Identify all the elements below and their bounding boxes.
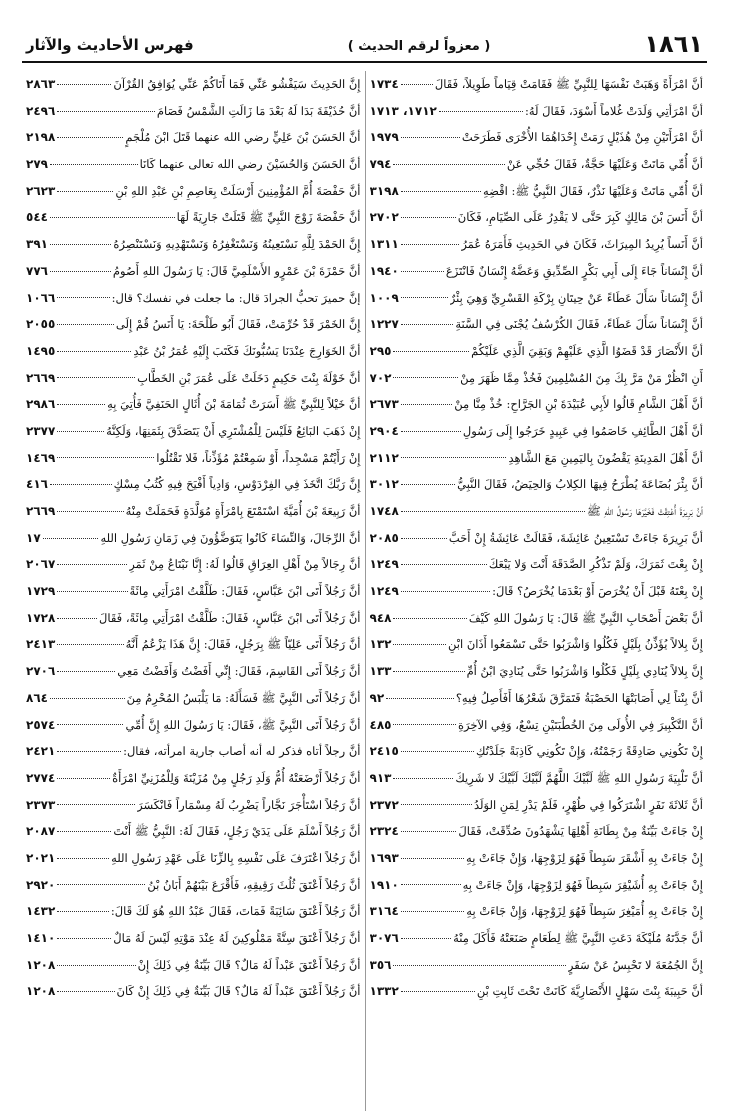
entry-text: أنَّ رَجُلاً أَتَى القَاسِمَ، فَقَالَ: إِنِّي أَفَضْتُ وَأَفَضْتُ مَعِي xyxy=(117,664,361,679)
entry-text: أنَّ أَهْلَ المَدِينَةِ يَقْضُونَ بِاليَمِينِ مَعَ الشَّاهِدِ xyxy=(508,450,703,465)
entry-text: أنَّ رَجُلاً أَعْتَقَ عَبْداً لَهُ مَالٌ؟ قَالَ بَيِّنَةٌ فِي ذَلِكَ إِنْ xyxy=(137,957,361,972)
dot-leader xyxy=(401,244,460,245)
entry-reference-number: ٢٩٠٤ xyxy=(369,423,399,438)
entry-text: أنَّ التَّكْبِيرَ فِي الأُولَى مِنَ الخُطْبَتَيْنِ تِسْعٌ، وَفِي الآخِرَةِ xyxy=(458,717,703,732)
index-entry xyxy=(370,525,704,552)
entry-reference-number: ٢٧٧٤ xyxy=(26,770,56,785)
entry-reference-number: ٢٤٢١ xyxy=(26,744,56,759)
entry-text: أنَّ رِجَالاً مِنْ أَهْلِ العِرَاقِ قَالُوا لَهُ: إِنَّا نَبْتَاعُ مِنْ ثَمَرِ xyxy=(129,557,361,572)
entry-text: إِنَّ الحَمْدَ لِلَّهِ نَسْتَعِينُهُ وَنَسْتَغْفِرُهُ وَنَسْتَهْدِيهِ وَنَسْتَنْصِرُهُ xyxy=(113,237,361,252)
entry-reference-number: ٢٦٢٣ xyxy=(26,183,56,198)
dot-leader xyxy=(57,911,109,912)
entry-text: أنَّ خَوْلَةَ بِنْتَ حَكِيمٍ دَخَلَتْ عَلَى عُمَرَ بْنِ الخَطَّابِ xyxy=(137,370,361,385)
index-entry xyxy=(26,658,361,685)
index-entry xyxy=(370,765,704,792)
entry-reference-number: ٢٧٩ xyxy=(26,157,48,172)
entry-reference-number: ٢٥٧٤ xyxy=(26,717,56,732)
index-entry xyxy=(370,978,704,1005)
entry-reference-number: ١٧ xyxy=(26,530,41,545)
index-entry xyxy=(26,712,361,739)
dot-leader xyxy=(393,377,458,378)
entry-text: إِنَّ الجُمُعَةَ لا تَحْبِسُ عَنْ سَفَرٍ xyxy=(567,957,703,972)
index-entry xyxy=(26,818,361,845)
index-entry xyxy=(370,204,704,231)
entry-text: أنَّ إِنْسَاناً سَأَلَ عَطَاءً عَنْ حِيتَانِ بِرْكَةِ القَسْرِيِّ وَهِيَ بِئْرٌ xyxy=(449,290,703,305)
dot-leader xyxy=(401,84,433,85)
index-entry xyxy=(370,418,704,445)
index-entry xyxy=(26,285,361,312)
dot-leader xyxy=(393,778,453,779)
index-entry xyxy=(370,311,704,338)
index-entry xyxy=(26,124,361,151)
page-number: ١٨٦١ xyxy=(644,30,703,58)
entry-text: إِنَّ الحَدِيثَ سَيَفْشُو عَنِّي فَمَا أَتَاكُمْ عَنِّي يُوَافِقُ القُرْآنَ xyxy=(113,77,361,91)
entry-reference-number: ١٧١٢، ١٧١٣ xyxy=(369,103,437,118)
dot-leader xyxy=(57,84,111,85)
dot-leader xyxy=(57,778,110,779)
entry-reference-number: ٢٧٠٦ xyxy=(26,664,56,679)
index-entry xyxy=(370,952,704,979)
entry-reference-number: ١٤٦٩ xyxy=(26,450,56,465)
entry-reference-number: ١٢٠٨ xyxy=(26,984,56,999)
entry-reference-number: ١٣٣ xyxy=(369,664,392,679)
entry-text: إِنَّ رَبَّكَ اتَّخَذَ فِي الفِرْدَوْسِ، وَادِياً أَفْيَحَ فِيهِ كُثُبُ مِسْكٍ xyxy=(113,477,361,492)
entry-reference-number: ٢٣٢٤ xyxy=(369,824,399,839)
entry-reference-number: ٢٤٩٦ xyxy=(26,103,56,118)
index-entry xyxy=(26,578,361,605)
dot-leader xyxy=(57,431,104,432)
entry-reference-number: ١٣١١ xyxy=(369,237,399,252)
entry-reference-number: ١٩٤٠ xyxy=(369,263,399,278)
entry-text: أنَّ الأَنْصَارَ قَدْ قَضَوُا الَّذِي عَلَيْهِمْ وَبَقِيَ الَّذِي عَلَيْكُمْ xyxy=(471,343,703,358)
entry-text: أنَّ رَجُلاً اسْتَأْجَرَ نَجَّاراً يَضْرِبُ لَهُ مِسْمَاراً فَانْكَسَرَ xyxy=(137,797,361,812)
entry-text: أنَّ ثَلاثَةَ نَفَرٍ اشْتَرَكُوا فِي طُهْرٍ، فَلَمْ يَدْرِ لِمَنِ الوَلَدُ xyxy=(473,797,703,812)
entry-text: إِنْ جَاءَتْ بِهِ أَشْقَرَ سَبِطاً فَهُوَ لِزَوْجِهَا، وَإِنْ جَاءَتْ بِهِ xyxy=(466,850,703,865)
entry-text: أنَّ رجلاً أتاه فذكر له أنه أصاب جارية امرأته، فقال: xyxy=(123,744,361,759)
entry-reference-number: ١٢٤٩ xyxy=(369,584,399,599)
index-entry xyxy=(26,445,361,472)
entry-text: أنَّ أَنَساً يُرِيدُ المِيرَاثَ، فَكَانَ في الحَدِيثِ فَأَمَرَهُ عُمَرُ xyxy=(461,237,703,252)
entry-text: إِنَّ بِلالاً يُنَادِي بِلَيْلٍ فَكُلُوا وَاشْرَبُوا حَتَّى يُنَادِيَ ابْنُ أُمِّ xyxy=(466,664,703,679)
entry-reference-number: ١٠٠٩ xyxy=(369,290,399,305)
index-entry xyxy=(26,498,361,525)
dot-leader xyxy=(401,484,455,485)
index-entry xyxy=(26,765,361,792)
dot-leader xyxy=(50,698,125,699)
entry-reference-number: ١٩١٠ xyxy=(369,877,399,892)
entry-text: أنَّ الحَسَنَ بْنَ عَلِيٍّ رضي الله عنهما قَتَلَ ابْنَ مُلْجَمٍ xyxy=(125,130,361,145)
index-entry xyxy=(370,898,704,925)
dot-leader xyxy=(57,804,135,805)
index-entry xyxy=(370,738,704,765)
dot-leader xyxy=(57,831,111,832)
index-entry xyxy=(26,258,361,285)
entry-text: إِنَّ بِلالاً يُؤَذِّنُ بِلَيْلٍ فَكُلُوا وَاشْرَبُوا حَتَّى تَسْمَعُوا أَذَانَ ابْنِ xyxy=(448,637,703,652)
index-entry xyxy=(370,98,704,125)
dot-leader xyxy=(57,671,115,672)
index-entry xyxy=(26,178,361,205)
dot-leader xyxy=(401,991,475,992)
entry-reference-number: ١٧٢٩ xyxy=(26,584,56,599)
entry-text: أنَّ رَجُلاً أَتَى النَّبِيَّ ﷺ فَسَأَلَهُ: مَا يَلْبَسُ المُحْرِمُ مِنَ xyxy=(126,690,361,705)
dot-leader xyxy=(401,191,481,192)
dot-leader xyxy=(50,244,111,245)
entry-reference-number: ٨٦٤ xyxy=(26,690,48,705)
entry-text: أنَّ بَرِيرَةَ أُعْتِقَتْ فَخَيَّرَهَا رَسُولُ اللهِ ﷺ xyxy=(587,504,703,518)
entry-text: أنَّ أَهْلَ الطَّائِفِ خَاصَمُوا فِي عَبِيدٍ خَرَجُوا إِلَى رَسُولِ xyxy=(462,423,703,438)
index-entry xyxy=(26,792,361,819)
entry-text: أنَّ رَجُلاً أَتَى ابْنَ عَبَّاسٍ، فَقَالَ: طَلَّقْتُ امْرَأَتِي مِائَةً، فَقَالَ xyxy=(99,610,361,625)
index-columns xyxy=(22,71,707,1111)
dot-leader xyxy=(57,965,135,966)
dot-leader xyxy=(401,217,456,218)
index-entry xyxy=(370,498,704,525)
entry-text: أنَّ رَجُلاً أَعْتَقَ سَائِبَةً فَمَاتَ، فَقَالَ عَبْدُ اللهِ هُوَ لَكَ قَالَ: xyxy=(110,904,361,919)
dot-leader xyxy=(57,457,154,458)
entry-text: أنَّ امْرَأتِي وَلَدَتْ غُلاماً أَسْوَدَ، فَقَالَ لَهُ: xyxy=(524,103,703,118)
dot-leader xyxy=(401,431,461,432)
index-entry xyxy=(370,872,704,899)
entry-reference-number: ٢٤١٣ xyxy=(26,637,56,652)
entry-text: إِنْ جَاءَتْ بِهِ أُشَيْقِرَ سَبِطاً فَهُوَ لِزَوْجِهَا، وَإِنْ جَاءَتْ بِهِ xyxy=(462,877,703,892)
dot-leader xyxy=(43,538,99,539)
entry-text: أنَّ رَبِيعَةَ بْنَ أُمَيَّةَ اسْتَمْتَعَ بِامْرَأَةٍ مُوَلَّدَةٍ فَحَمَلَتْ مِنْهُ xyxy=(125,504,361,518)
entry-text: إِنْ بِعْتَهُ قَبْلَ أَنْ يُخْرَصَ أَوْ بَعْدَمَا يُخْرَصُ؟ قَالَ: xyxy=(492,584,703,599)
dot-leader xyxy=(401,324,454,325)
entry-reference-number: ١٦٩٣ xyxy=(369,850,399,865)
entry-reference-number: ٣٩١ xyxy=(26,237,48,252)
index-entry xyxy=(370,178,704,205)
index-entry xyxy=(26,71,361,98)
index-entry xyxy=(370,285,704,312)
dot-leader xyxy=(401,911,465,912)
entry-text: إِنَّ الخَمْرَ قَدْ حُرِّمَتْ، فَقَالَ أَبُو طَلْحَةَ: يَا أَنَسُ قُمْ إِلَى xyxy=(115,317,361,332)
entry-text: أنَّ حَمْزَةَ بْنَ عَمْرٍو الأَسْلَمِيَّ قَالَ: يَا رَسُولَ اللهِ أَصُومُ xyxy=(112,263,361,278)
index-entry xyxy=(26,738,361,765)
dot-leader xyxy=(393,351,469,352)
index-entry xyxy=(370,551,704,578)
index-entry xyxy=(26,311,361,338)
index-entry xyxy=(370,605,704,632)
entry-text: أنَّ تَلْبِيَةَ رَسُولِ اللهِ ﷺ لَبَّيْكَ اللَّهُمَّ لَبَّيْكَ لَبَّيْكَ لا شَرِيكَ xyxy=(455,770,703,785)
entry-reference-number: ٢٣٧٣ xyxy=(26,797,56,812)
entry-reference-number: ١٧٣٤ xyxy=(369,77,399,91)
entry-text: أنَّ الحَسَنَ وَالحُسَيْنَ رضي الله تعالى عنهما كَانَا xyxy=(139,157,361,172)
dot-leader xyxy=(50,271,111,272)
entry-reference-number: ١٣٣٢ xyxy=(369,984,399,999)
entry-reference-number: ٢٠٢١ xyxy=(26,850,56,865)
left-column xyxy=(22,71,365,1111)
entry-text: أنَّ الرِّجَالَ، وَالنِّسَاءَ كَانُوا يَتَوَضَّؤُونَ فِي زَمَانِ رَسُولِ اللهِ xyxy=(100,530,361,545)
index-entry xyxy=(26,231,361,258)
dot-leader xyxy=(401,404,452,405)
entry-text: أنَّ رَجُلاً أَتَى عَلِيّاً ﷺ بِرَجُلٍ، فَقَالَ: إِنَّ هَذَا يَزْعُمُ أَنَّهُ xyxy=(125,637,361,652)
entry-text: أنَّ حُذَيْفَةَ بَدَا لَهُ بَعْدَ مَا زَالَتِ الشَّمْسُ فَصَامَ xyxy=(156,103,361,118)
dot-leader xyxy=(386,698,454,699)
entry-text: أنَّ رَجُلاً اعْتَرَفَ عَلَى نَفْسِهِ بِالزِّنَا عَلَى عَهْدِ رَسُولِ اللهِ xyxy=(111,850,361,865)
entry-text: أنَّ رَجُلاً أَعْتَقَ سِتَّةً مَمْلُوكِينَ لَهُ عِنْدَ مَوْتِهِ لَيْسَ لَهُ مَالٌ xyxy=(113,931,361,945)
entry-reference-number: ٢١١٢ xyxy=(369,450,399,465)
dot-leader xyxy=(401,137,460,138)
entry-reference-number: ٣٠٧٦ xyxy=(369,931,399,945)
entry-reference-number: ٢٣٧٧ xyxy=(26,423,56,438)
dot-leader xyxy=(57,351,131,352)
entry-text: إنَّ حميرَ تحبُّ الجرادَ قال: ما جعلت في نفسك؟ قال: xyxy=(111,290,361,305)
dot-leader xyxy=(401,538,447,539)
index-entry xyxy=(26,98,361,125)
entry-text: أنَّ بِنْتاً لِي أَصَابَتْهَا الحَصْبَةُ فَتَمَرَّقَ شَعْرُهَا أَفَأَصِلُ فِيهِ؟ xyxy=(455,690,703,705)
dot-leader xyxy=(401,297,448,298)
right-column xyxy=(365,71,708,1111)
index-entry xyxy=(26,551,361,578)
entry-text: إِنْ بِعْتَ ثَمَرَكَ، وَلَمْ تَذْكُرِ الصَّدَقَةَ أَنْتَ وَلا يَبْعَكَ xyxy=(488,557,703,572)
entry-reference-number: ٢١٩٨ xyxy=(26,130,56,145)
entry-reference-number: ٩٤٨ xyxy=(369,610,392,625)
entry-reference-number: ٣١٩٨ xyxy=(369,183,399,198)
entry-reference-number: ١٤٣٢ xyxy=(26,904,56,919)
entry-reference-number: ١٠٦٦ xyxy=(26,290,56,305)
entry-text: أنَّ بِئْرَ بُضَاعَةَ يُطْرَحُ فِيهَا الكِلابُ وَالحِيَضُ، فَقَالَ النَّبِيُّ xyxy=(457,477,703,492)
index-entry xyxy=(370,845,704,872)
entry-reference-number: ٢٦٦٩ xyxy=(26,504,56,518)
index-entry xyxy=(26,685,361,712)
entry-text: أنَّ رَجُلاً أَتَى ابْنَ عَبَّاسٍ، فَقَالَ: طَلَّقْتُ امْرَأَتِي مِائَةً xyxy=(129,584,361,599)
dot-leader xyxy=(393,164,504,165)
dot-leader xyxy=(57,404,105,405)
dot-leader xyxy=(57,751,121,752)
entry-reference-number: ١٢٠٨ xyxy=(26,957,56,972)
dot-leader xyxy=(401,884,461,885)
entry-reference-number: ٢٩٢٠ xyxy=(26,877,56,892)
page-header xyxy=(22,22,707,63)
entry-reference-number: ٢٦٧٣ xyxy=(369,397,399,412)
entry-text: أنَّ بَرِيرَةَ جَاءَتْ تَسْتَعِينُ عَائِشَةَ، فَقَالَتْ عَائِشَةُ إِنْ أَحَبَّ xyxy=(448,530,703,545)
entry-reference-number: ١٧٤٨ xyxy=(369,504,399,518)
dot-leader xyxy=(401,511,585,512)
entry-reference-number: ١٢٢٧ xyxy=(369,317,399,332)
entry-text: إِنْ جَاءَتْ بِهِ أُمَيْغِرَ سَبِطاً فَهُوَ لِزَوْجِهَا، وَإِنْ جَاءَتْ بِهِ xyxy=(466,904,703,919)
index-entry xyxy=(370,338,704,365)
dot-leader xyxy=(393,965,565,966)
entry-text: إِنْ ذَهَبَ البَائِعُ فَلَيْسَ لِلْمُشْتَرِي أَنْ يَتَصَدَّقَ بِثَمَنِهَا، وَلَكِنَّهُ xyxy=(106,423,361,438)
index-entry xyxy=(26,925,361,952)
index-entry xyxy=(26,952,361,979)
entry-text: أنَّ امْرَأَةً وَهَبَتْ نَفْسَهَا لِلنَّبِيِّ ﷺ فَقَامَتْ قِيَاماً طَوِيلاً، فَقَالَ xyxy=(434,77,703,91)
dot-leader xyxy=(57,618,97,619)
entry-reference-number: ٤١٦ xyxy=(26,477,48,492)
entry-reference-number: ١٤٩٥ xyxy=(26,343,56,358)
dot-leader xyxy=(50,164,138,165)
entry-reference-number: ٣٥٦ xyxy=(369,957,392,972)
index-entry xyxy=(26,898,361,925)
entry-text: أنَّ أُمِّي مَاتَتْ وَعَلَيْهَا حَجَّةٌ، فَقَالَ حُجِّي عَنْ xyxy=(506,157,703,172)
entry-text: أنَّ رَجُلاً أَعْتَقَ ثُلُثَ رَقِيقِهِ، فَأَقْرَعَ بَيْنَهُمْ أَبَانُ بْنُ xyxy=(147,877,361,892)
dot-leader xyxy=(393,671,464,672)
entry-reference-number: ٧٠٢ xyxy=(369,370,392,385)
entry-text: أنَّ إِنْسَاناً سَأَلَ عَطَاءً، فَقَالَ الكُرْسُفُ يُجْنَى فِي السَّنَةِ xyxy=(455,317,703,332)
index-entry xyxy=(26,978,361,1005)
entry-text: أنَّ رَجُلاً أَعْتَقَ عَبْداً لَهُ مَالٌ؟ قَالَ بَيِّنَةٌ فِي ذَلِكَ إِنْ كَانَ xyxy=(116,984,361,999)
entry-text: أنَّ أَنَسَ بْنَ مَالِكٍ كَبِرَ حَتَّى لا يَقْدِرُ عَلَى الصِّيَامِ، فَكَانَ xyxy=(457,210,703,225)
index-entry xyxy=(370,71,704,98)
entry-reference-number: ١٩٧٩ xyxy=(369,130,399,145)
index-entry xyxy=(26,151,361,178)
entry-text: أنَّ أَهْلَ الشَّامِ قَالُوا لأَبِي عُبَيْدَةَ بْنِ الجَرَّاحِ: خُذْ مِنَّا مِنْ xyxy=(454,397,703,412)
entry-reference-number: ٤٨٥ xyxy=(369,717,392,732)
entry-reference-number: ٧٧٦ xyxy=(26,263,48,278)
dot-leader xyxy=(439,111,523,112)
dot-leader xyxy=(57,511,123,512)
dot-leader xyxy=(393,644,446,645)
index-entry xyxy=(370,658,704,685)
index-entry xyxy=(26,418,361,445)
entry-reference-number: ٢٩٨٦ xyxy=(26,397,56,412)
index-entry xyxy=(370,471,704,498)
index-entry xyxy=(26,338,361,365)
index-entry xyxy=(26,525,361,552)
dot-leader xyxy=(401,831,457,832)
entry-text: أنَّ رَجُلاً أَتَى النَّبِيَّ ﷺ، فَقَالَ: يَا رَسُولَ اللهِ إِنَّ أُمِّي xyxy=(125,717,361,732)
dot-leader xyxy=(57,377,135,378)
dot-leader xyxy=(57,991,114,992)
dot-leader xyxy=(57,591,127,592)
dot-leader xyxy=(57,297,109,298)
dot-leader xyxy=(401,591,490,592)
dot-leader xyxy=(50,484,112,485)
index-entry xyxy=(370,151,704,178)
index-entry xyxy=(370,578,704,605)
dot-leader xyxy=(57,724,123,725)
dot-leader xyxy=(57,324,114,325)
dot-leader xyxy=(401,457,507,458)
dot-leader xyxy=(401,938,451,939)
entry-text: إِنْ جَاءَتْ بَيِّنَةٌ مِنْ بِطَانَةِ أَهْلِهَا يَشْهَدُونَ صُدِّقَتْ، فَقَالَ xyxy=(458,824,703,839)
index-entry xyxy=(26,605,361,632)
entry-reference-number: ١٧٢٨ xyxy=(26,610,56,625)
dot-leader xyxy=(57,137,123,138)
entry-reference-number: ٩٢ xyxy=(369,690,385,705)
entry-text: أنَّ حَفْصَةَ أُمَّ المُؤْمِنِينَ أَرْسَلَتْ بِعَاصِمِ بْنِ عَبْدِ اللهِ بْنِ xyxy=(115,183,361,198)
entry-text: أنَّ امْرَأَتَيْنِ مِنْ هُذَيْلٍ رَمَتْ إِحْدَاهُمَا الأُخْرَى فَطَرَحَتْ xyxy=(461,130,703,145)
dot-leader xyxy=(57,191,113,192)
entry-text: أنَّ أُمِّي مَاتَتْ وَعَلَيْهَا نَذْرٌ، فَقَالَ النَّبِيُّ ﷺ: اقْضِهِ xyxy=(483,183,703,198)
entry-text: أنَّ رَجُلاً أَرْضَعَتْهُ أُمُّ وَلَدِ رَجُلٍ مِنْ مُزَيْنَةَ وَلِلْمُزَنِيِّ امْرَأَةٌ xyxy=(112,770,361,785)
entry-reference-number: ٢٣٧٢ xyxy=(369,797,399,812)
entry-reference-number: ١٢٤٩ xyxy=(369,557,399,572)
dot-leader xyxy=(57,111,155,112)
entry-reference-number: ٩١٣ xyxy=(369,770,392,785)
index-entry xyxy=(370,365,704,392)
index-entry xyxy=(26,365,361,392)
index-entry xyxy=(370,925,704,952)
entry-reference-number: ٢٠٦٧ xyxy=(26,557,56,572)
dot-leader xyxy=(393,724,456,725)
entry-reference-number: ٣١٦٤ xyxy=(369,904,399,919)
index-entry xyxy=(370,258,704,285)
index-entry xyxy=(370,685,704,712)
index-entry xyxy=(370,391,704,418)
entry-text: أنَّ جَدَّتَهُ مُلَيْكَةَ دَعَتِ النَّبِيَّ ﷺ لِطَعَامٍ صَنَعَتْهُ فَأَكَلَ مِنْهُ xyxy=(453,931,703,945)
entry-text: إِنْ رَأَيْتُمْ مَسْجِداً، أَوْ سَمِعْتُمْ مُؤَذِّناً، فَلا تَقْتُلُوا xyxy=(156,450,361,465)
index-entry xyxy=(370,124,704,151)
entry-reference-number: ٣٠١٢ xyxy=(369,477,399,492)
entry-reference-number: ١٤١٠ xyxy=(26,931,56,945)
index-entry xyxy=(370,631,704,658)
page-title: فهرس الأحاديث والآثار xyxy=(26,36,194,54)
entry-reference-number: ٥٤٤ xyxy=(26,210,48,225)
dot-leader xyxy=(401,271,444,272)
dot-leader xyxy=(401,804,472,805)
entry-reference-number: ٢٨٦٣ xyxy=(26,77,56,91)
entry-text: أنَّ رَجُلاً أَسْلَمَ عَلَى يَدَيْ رَجُلٍ، فَقَالَ لَهُ: النَّبِيُّ ﷺ أَنْتَ xyxy=(113,824,361,839)
index-entry xyxy=(26,204,361,231)
index-entry xyxy=(26,631,361,658)
entry-reference-number: ١٣٢ xyxy=(369,637,392,652)
dot-leader xyxy=(57,858,109,859)
index-entry xyxy=(26,845,361,872)
entry-reference-number: ٢٠٥٥ xyxy=(26,317,56,332)
entry-text: إِنْ تَكُونِي صَادِقَةً رَجَمْتُهُ، وَإِنْ تَكُونِي كَاذِبَةً جَلَدْتُكِ xyxy=(475,744,703,759)
dot-leader xyxy=(57,884,145,885)
index-entry xyxy=(26,391,361,418)
index-entry xyxy=(370,818,704,845)
entry-text: أنَّ حَبِيبَةَ بِنْتَ سَهْلٍ الأَنْصَارِيَّةَ كَانَتْ تَحْتَ ثَابِتِ بْنِ xyxy=(476,984,703,999)
index-entry xyxy=(370,445,704,472)
index-entry xyxy=(370,792,704,819)
page-subtitle: ( معزواً لرقم الحديث ) xyxy=(347,39,491,54)
entry-text: أنَّ خَيْلاً لِلنَّبِيِّ ﷺ أَسَرَتْ ثُمَامَةَ بْنَ أُثَالٍ الحَنَفِيَّ فَأُتِيَ بِهِ xyxy=(107,397,361,412)
dot-leader xyxy=(401,751,474,752)
entry-text: أنَّ الخَوَارِجَ عِنْدَنَا يَسُبُّونَكَ فَكَتَبَ إِلَيْهِ عُمَرُ بْنُ عَبْدِ xyxy=(133,343,361,358)
dot-leader xyxy=(50,217,175,218)
entry-reference-number: ٢٩٥ xyxy=(369,343,392,358)
dot-leader xyxy=(401,858,464,859)
index-entry xyxy=(370,231,704,258)
index-entry xyxy=(26,872,361,899)
dot-leader xyxy=(57,564,127,565)
entry-reference-number: ٧٩٤ xyxy=(369,157,392,172)
entry-text: أَنِ انْظُرْ مَنْ مَرَّ بِكَ مِنَ المُسْلِمِينَ فَخُذْ مِمَّا ظَهَرَ مِنْ xyxy=(460,370,703,385)
entry-reference-number: ٢٧٠٢ xyxy=(369,210,399,225)
entry-reference-number: ٢٠٨٧ xyxy=(26,824,56,839)
entry-reference-number: ٢٠٨٥ xyxy=(369,530,399,545)
index-entry xyxy=(370,712,704,739)
dot-leader xyxy=(57,644,123,645)
entry-text: أنَّ إِنْسَاناً جَاءَ إِلَى أَبِي بَكْرٍ الصِّدِّيقِ وَعَضَّهُ إِنْسَانٌ فَانْتَزَعَ xyxy=(445,263,703,278)
dot-leader xyxy=(393,618,466,619)
dot-leader xyxy=(401,564,487,565)
index-entry xyxy=(26,471,361,498)
entry-reference-number: ٢٤١٥ xyxy=(369,744,399,759)
entry-reference-number: ٢٦٦٩ xyxy=(26,370,56,385)
entry-text: أنَّ حَفْصَةَ زَوْجَ النَّبِيِّ ﷺ قَتَلَتْ جَارِيَةً لَهَا xyxy=(176,210,361,225)
dot-leader xyxy=(57,938,111,939)
entry-text: أنَّ بَعْضَ أَصْحَابِ النَّبِيِّ ﷺ قَالَ: يَا رَسُولَ اللهِ كَيْفَ xyxy=(468,610,703,625)
